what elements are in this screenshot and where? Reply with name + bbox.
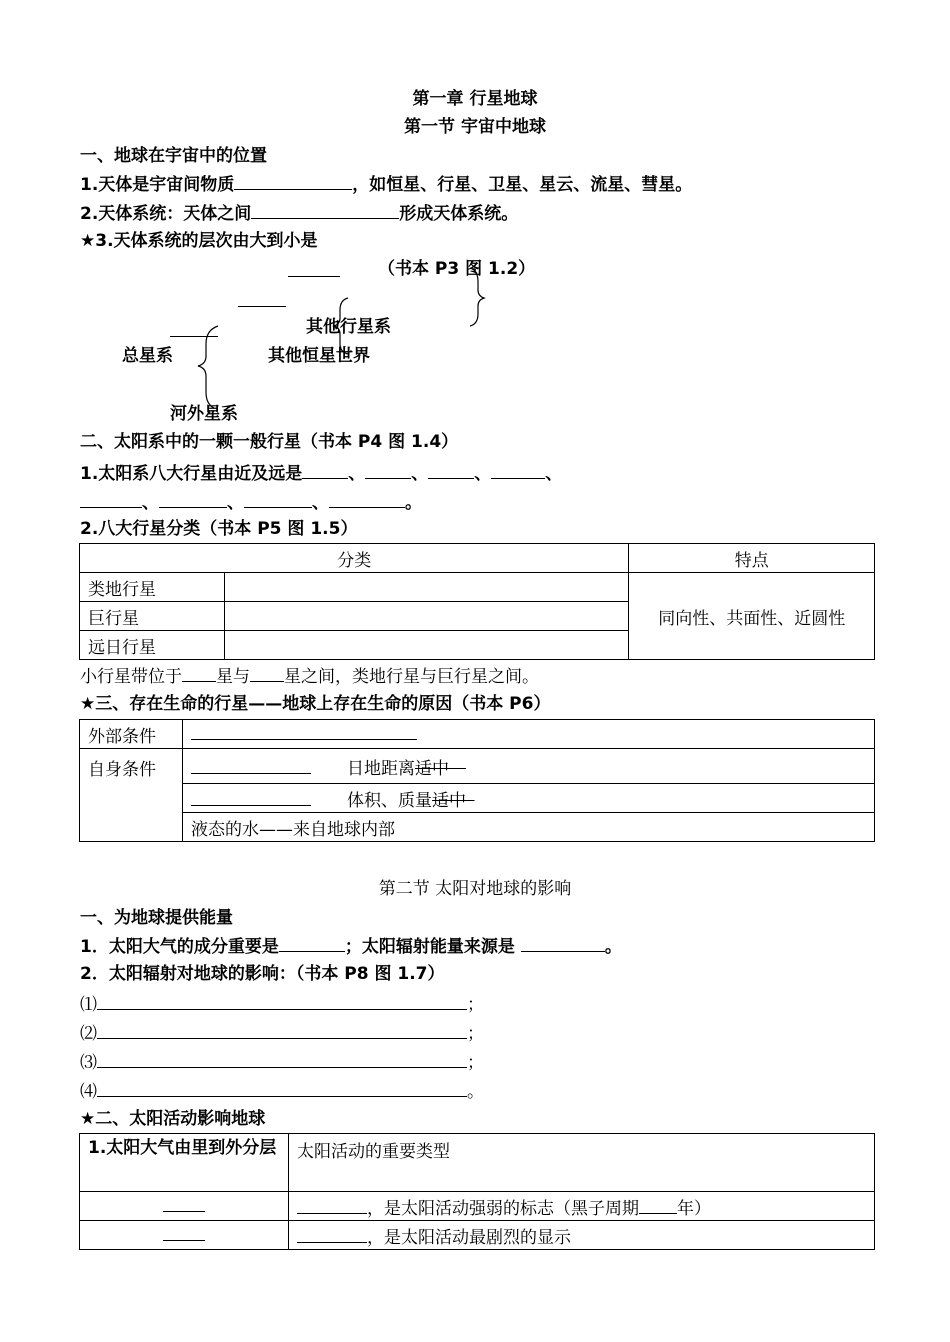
- activity-text-1a: ，是太阳活动强弱的标志（黑子周期: [367, 1198, 639, 1219]
- activity-blank-1[interactable]: [297, 1197, 367, 1214]
- chapter-title: 第一章 行星地球: [412, 89, 538, 109]
- planet-blank-3[interactable]: [428, 462, 474, 479]
- radiation-item-3: [80, 1051, 484, 1074]
- layer-blank-2[interactable]: [163, 1224, 205, 1241]
- sep: 、: [312, 493, 329, 513]
- external-label: 外部条件: [80, 720, 183, 749]
- radiation-item-1: [80, 993, 484, 1016]
- planet-blank-7[interactable]: [244, 491, 312, 508]
- activity-text-1b: 年）: [677, 1198, 711, 1219]
- radiation-blank-1[interactable]: [97, 993, 467, 1010]
- sep: 、: [142, 493, 159, 513]
- item-end: ；: [467, 1024, 484, 1044]
- layers-header: 1.太阳大气由里到外分层: [80, 1134, 289, 1192]
- planet-blank-2[interactable]: [365, 462, 411, 479]
- planet-blank-8[interactable]: [329, 491, 405, 508]
- diagram-other-planets: 其他行星系: [306, 317, 391, 337]
- question-solar-atmosphere: [80, 935, 622, 958]
- activity-blank-2[interactable]: [297, 1226, 367, 1243]
- s2-heading-energy: 一、为地球提供能量: [80, 908, 233, 928]
- radiation-item-2: [80, 1022, 484, 1045]
- header-feature: 特点: [629, 544, 875, 573]
- radiation-blank-2[interactable]: [97, 1022, 467, 1039]
- activity-text-2: ，是太阳活动最剧烈的显示: [367, 1227, 571, 1248]
- item-end: ；: [467, 995, 484, 1015]
- layer-cell-1: [80, 1192, 289, 1221]
- asteroid-belt-line: [80, 665, 539, 688]
- activity-types-header: 太阳活动的重要类型: [289, 1134, 875, 1192]
- water-cell: 液态的水——来自地球内部: [183, 813, 875, 842]
- item-end: 。: [467, 1082, 484, 1102]
- s1-heading-solar-system: 二、太阳系中的一颗一般行星（书本 P4 图 1.4）: [80, 432, 459, 452]
- s1-heading-life: ★三、存在生命的行星——地球上存在生命的原因（书本 P6）: [80, 694, 551, 714]
- sep: 、: [348, 464, 366, 484]
- external-blank[interactable]: [191, 723, 417, 740]
- sunspot-cycle-blank[interactable]: [639, 1197, 677, 1214]
- sep: 、: [227, 493, 244, 513]
- s1-heading-position: 一、地球在宇宙中的位置: [80, 146, 267, 166]
- q2-post: 形成天体系统。: [399, 204, 519, 224]
- row-terrestrial: 类地行星: [80, 573, 225, 602]
- energy-source-blank[interactable]: [521, 935, 605, 952]
- planet-blanks-line2: [80, 491, 422, 514]
- q4-text: 1.太阳系八大行星由近及远是: [80, 464, 303, 484]
- brace-left-small-icon: [334, 298, 348, 354]
- question-planet-classification: 2.八大行星分类（书本 P5 图 1.5）: [80, 519, 358, 539]
- distance-blank[interactable]: [191, 757, 311, 774]
- item-number: ⑷: [80, 1082, 97, 1102]
- internal-label: 自身条件: [80, 749, 183, 842]
- activity-cell-2: [289, 1221, 875, 1250]
- brace-left-large-icon: [198, 326, 218, 408]
- brace-right-icon: [470, 268, 484, 326]
- radiation-blank-4[interactable]: [97, 1080, 467, 1097]
- sep: 、: [545, 464, 563, 484]
- layer-cell-2: [80, 1221, 289, 1250]
- q1-pre: 1.天体是宇宙间物质: [80, 175, 235, 195]
- row-giant: 巨行星: [80, 602, 225, 631]
- q1-post: ，如恒星、行星、卫星、星云、流星、彗星。: [352, 175, 693, 195]
- question-hierarchy: ★3.天体系统的层次由大到小是: [80, 231, 318, 251]
- volume-cell: [183, 784, 875, 813]
- distance-cell: [183, 749, 875, 784]
- sep: 、: [474, 464, 492, 484]
- planet-classification-table: [79, 543, 875, 660]
- cell-ice-giant-blank[interactable]: [225, 631, 629, 660]
- radiation-blank-3[interactable]: [97, 1051, 467, 1068]
- diagram-book-ref: （书本 P3 图 1.2）: [378, 259, 536, 279]
- diagram-braces: [0, 0, 950, 440]
- feature-cell: 同向性、共面性、近圆性: [629, 573, 875, 660]
- q2-pre: 2.天体系统：天体之间: [80, 204, 252, 224]
- distance-strike-text: 适中: [415, 758, 449, 779]
- asteroid-b: 星与: [216, 667, 250, 687]
- volume-blank[interactable]: [191, 789, 311, 806]
- diagram-total-galaxy: 总星系: [122, 346, 173, 366]
- sep: 、: [411, 464, 429, 484]
- question-eight-planets: [80, 462, 562, 485]
- s2q1-c: 。: [604, 937, 622, 957]
- question-radiation-effects: 2．太阳辐射对地球的影响：（书本 P8 图 1.7）: [80, 964, 445, 984]
- cell-terrestrial-blank[interactable]: [225, 573, 629, 602]
- asteroid-a: 小行星带位于: [80, 667, 182, 687]
- asteroid-blank-1[interactable]: [182, 665, 216, 682]
- period: 。: [405, 493, 422, 513]
- s2q1-a: 1．太阳大气的成分重要是: [80, 937, 279, 957]
- section2-title: 第二节 太阳对地球的影响: [378, 879, 572, 899]
- row-ice-giant: 远日行星: [80, 631, 225, 660]
- external-cell: [183, 720, 875, 749]
- diagram-other-stars: 其他恒星世界: [268, 346, 370, 366]
- cell-giant-blank[interactable]: [225, 602, 629, 631]
- planet-blank-1[interactable]: [302, 462, 348, 479]
- layer-blank-1[interactable]: [163, 1195, 205, 1212]
- solar-activity-table: [79, 1133, 875, 1250]
- volume-text: 体积、质量: [347, 790, 432, 811]
- planet-blank-5[interactable]: [80, 491, 142, 508]
- header-category: 分类: [80, 544, 629, 573]
- section1-title: 第一节 宇宙中地球: [404, 117, 546, 137]
- activity-cell-1: [289, 1192, 875, 1221]
- item-number: ⑴: [80, 995, 97, 1015]
- distance-text: 日地距离: [347, 758, 415, 779]
- s2q1-b: ；太阳辐射能量来源是: [344, 937, 515, 957]
- asteroid-c: 星之间，类地行星与巨行星之间。: [284, 667, 539, 687]
- item-number: ⑶: [80, 1053, 97, 1073]
- asteroid-blank-2[interactable]: [250, 665, 284, 682]
- planet-blank-4[interactable]: [491, 462, 545, 479]
- item-end: ；: [467, 1053, 484, 1073]
- atmosphere-blank[interactable]: [279, 935, 345, 952]
- diagram-extragalactic: 河外星系: [170, 404, 238, 424]
- planet-blank-6[interactable]: [159, 491, 227, 508]
- radiation-item-4: [80, 1080, 484, 1103]
- life-conditions-table: [79, 719, 875, 842]
- volume-strike-text: 适中: [432, 790, 466, 811]
- item-number: ⑵: [80, 1024, 97, 1044]
- s2-heading-solar-activity: ★二、太阳活动影响地球: [80, 1109, 266, 1129]
